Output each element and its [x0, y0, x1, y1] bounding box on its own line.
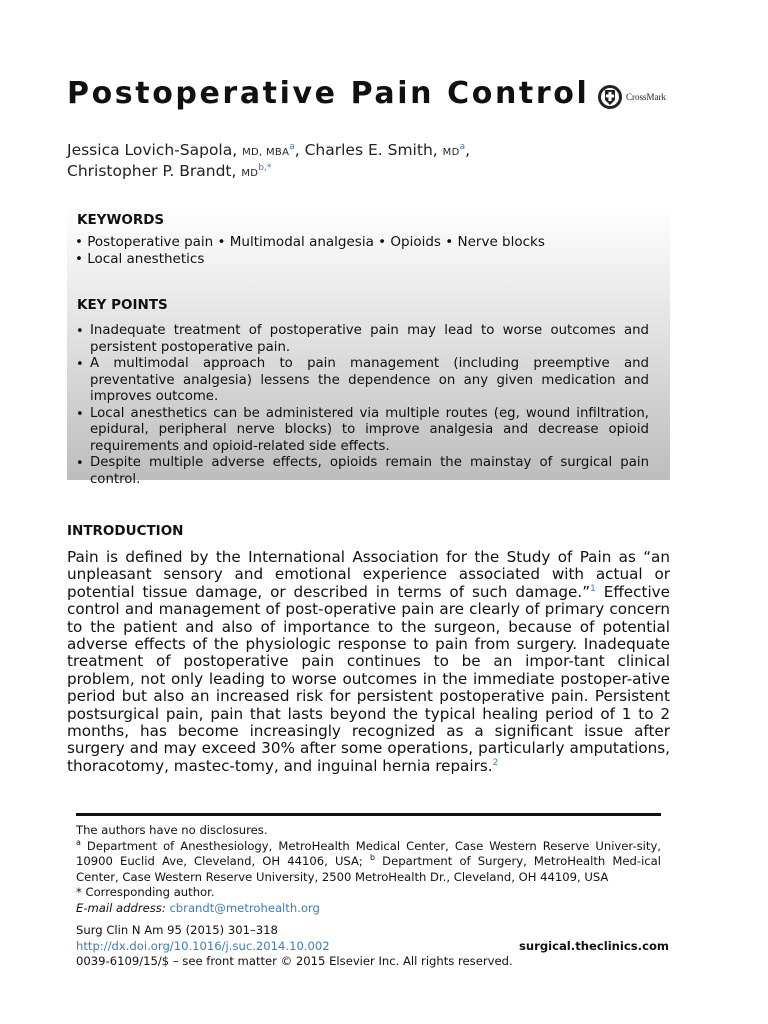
keywords-list — [75, 234, 545, 268]
journal-site: surgical.theclinics.com — [518, 938, 669, 953]
intro-text: Pain is defined by the International Association for the Study of Pain as “an unpleasant sensory and emotional experience associated with actual or potential tissue damage, or described in terms of such damage.” — [67, 548, 670, 601]
author-degree: MD — [442, 147, 460, 158]
author-degree: MD, MBA — [242, 147, 290, 158]
key-point-item: • Despite multiple adverse effects, opioids remain the mainstay of surgical pain control. — [75, 455, 649, 488]
crossmark-badge[interactable] — [597, 84, 666, 110]
keywords-heading: KEYWORDS — [77, 212, 165, 228]
copyright-line: 0039-6109/15/$ – see front matter © 2015 Elsevier Inc. All rights reserved. — [76, 954, 513, 968]
affiliations-note — [76, 839, 661, 886]
journal-citation: Surg Clin N Am 95 (2015) 301–318 — [76, 923, 278, 937]
author-line-2 — [67, 162, 470, 183]
article-title: Postoperative Pain Control — [67, 76, 590, 111]
email-note — [76, 901, 661, 917]
keywords-keypoints-box — [67, 206, 670, 487]
footnote-divider — [76, 813, 661, 816]
key-point-item: • Inadequate treatment of postoperative pain may lead to worse outcomes and persistent postoperative pain. — [75, 323, 649, 356]
reference-link[interactable]: 2 — [492, 757, 499, 768]
affiliation-a: Department of Anesthesiology, MetroHealth Medical Center, Case Western Reserve Univer-sity, 10900 Euclid Ave, Cleveland, OH 44106, USA; — [76, 838, 661, 868]
corresponding-note: * Corresponding author. — [76, 885, 215, 899]
key-points-list — [75, 323, 649, 488]
introduction-heading: INTRODUCTION — [67, 523, 184, 539]
keywords-line: • Postoperative pain • Multimodal analgesia • Opioids • Nerve blocks — [75, 234, 545, 250]
crossmark-label: CrossMark — [626, 92, 666, 102]
author-degree: MD — [241, 168, 259, 179]
affiliation-b: Department of Surgery, MetroHealth Med-ical Center, Case Western Reserve University, 2500 MetroHealth Dr., Cleveland, OH 44109, USA — [76, 854, 661, 884]
author-line-1: Jessica Lovich-Sapola, MD, MBA$^a$, Charles E. Smith, $MD^a$, — [67, 141, 471, 159]
affiliation-ref[interactable]: b,* — [258, 163, 272, 173]
keywords-line: • Local anesthetics — [75, 251, 205, 267]
email-label: E-mail address: — [76, 900, 166, 915]
aff-label: a — [76, 837, 81, 847]
key-point-item: • Local anesthetics can be administered via multiple routes (eg, wound infiltration, epidural, peripheral nerve blocks) to improve analgesia and decrease opioid requirements and opioid-related side effects. — [75, 406, 649, 456]
crossmark-icon — [597, 84, 623, 110]
affiliation-ref[interactable]: a — [459, 142, 466, 152]
email-link[interactable]: cbrandt@metrohealth.org — [169, 900, 320, 915]
key-point-item: • A multimodal approach to pain management (including preemptive and preventative analgesia) lessens the dependence on any given medication and improves outcome. — [75, 356, 649, 406]
citation-block — [76, 923, 669, 970]
reference-link[interactable]: 1 — [590, 583, 596, 594]
introduction-paragraph — [67, 549, 670, 775]
key-points-heading: KEY POINTS — [77, 297, 168, 313]
disclosure-note: The authors have no disclosures. — [76, 823, 268, 837]
author-name: Jessica Lovich-Sapola, — [67, 141, 238, 159]
doi-link[interactable]: http://dx.doi.org/10.1016/j.suc.2014.10.002 — [76, 938, 330, 953]
affiliation-ref[interactable]: a — [289, 142, 295, 152]
author-name: Christopher P. Brandt, — [67, 162, 237, 180]
aff-label: b — [369, 853, 376, 862]
intro-text: Effective control and management of post-operative pain are clearly of primary concern to the patient and also of importance to the surgeon, because of potential adverse effects of the physiologic response to pain from surgery. Inadequate treatment of postoperative pain continues to be an impor-tant clinical problem, not only leading to worse outcomes in the immediate postoper-ative period but also an increased risk for persistent postoperative pain. Persistent postsurgical pain, pain that lasts beyond the typical healing period of 1 to 2 months, has become increasingly recognized as a significant issue after surgery and may exceed 30% after some operations, particularly amputations, thoracotomy, mastec-tomy, and inguinal hernia repairs. — [67, 582, 670, 775]
author-list — [67, 141, 470, 183]
author-name: Charles E. Smith, — [304, 141, 438, 159]
footnotes — [76, 823, 661, 916]
